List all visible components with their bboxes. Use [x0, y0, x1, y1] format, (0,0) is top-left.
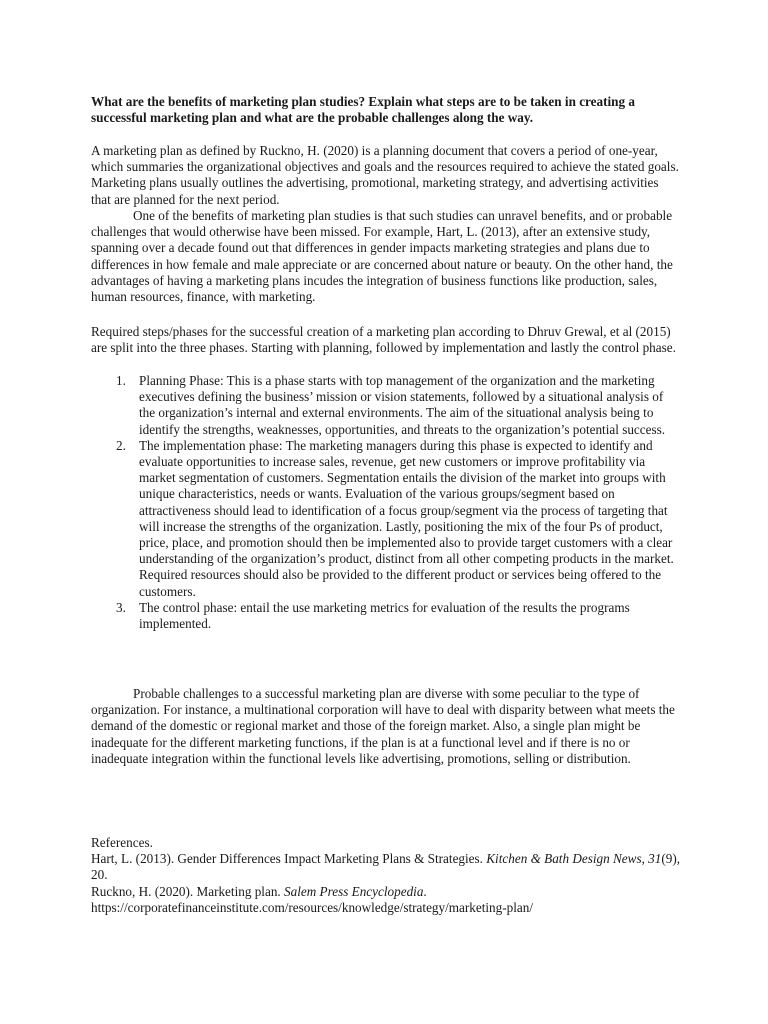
list-item-text: Planning Phase: This is a phase starts with top management of the organization and the marketing executives defining the business’ mission or vision statements, followed by a situational analysis of the organization’s internal and external environments. The aim of the situational analysis being to identify the strengths, weaknesses, opportunities, and threats to the organization’s potential success.: [139, 373, 666, 437]
list-item-number: 3.: [116, 599, 126, 615]
reference-text: Ruckno, H. (2020). Marketing plan.: [91, 883, 285, 899]
reference-end: .: [423, 883, 427, 899]
list-item: [91, 600, 681, 632]
paragraph-benefits: One of the benefits of marketing plan studies is that such studies can unravel benefits, and or probable challenges that would otherwise have been missed. For example, Hart, L. (2013), after an extensive study, spanning over a decade found out that differences in gender impacts marketing strategies and plans due to differences in how female and male appreciate or are concerned about nature or beauty. On the other hand, the advantages of having a marketing plans incudes the integration of business functions like production, sales, human resources, finance, with marketing.: [91, 208, 673, 305]
reference-separator: ,: [641, 851, 649, 867]
reference-pages: (9), 20.: [91, 851, 681, 883]
list-item-text: The implementation phase: The marketing managers during this phase is expected to identify and evaluate opportunities to increase sales, revenue, get new customers or improve profitability via market segmentation of customers. Segmentation entails the division of the market into groups with unique characteristics, needs or wants. Evaluation of the various groups/segment based on attractiveness should lead to identification of a focus group/segment via the process of targeting that will increase the strengths of the organization. Lastly, positioning the mix of the four Ps of product, price, place, and promotion should then be implemented also to provide target customers with a clear understanding of the organization’s product, distinct from all other competing products in the market. Required resources should also be provided to the different product or services being offered to the customers.: [139, 437, 674, 599]
list-item-text: The control phase: entail the use marketing metrics for evaluation of the results the programs implemented.: [139, 599, 630, 632]
paragraph-steps-intro: Required steps/phases for the successful creation of a marketing plan according to Dhruv Grewal, et al (2015) are split into the three phases. Starting with planning, followed by implementation and lastly the control phase.: [91, 324, 676, 356]
reference-text: Hart, L. (2013). Gender Differences Impact Marketing Plans & Strategies.: [91, 851, 487, 867]
paragraph-definition: A marketing plan as defined by Ruckno, H. (2020) is a planning document that covers a period of one-year, which summaries the organizational objectives and goals and the resources required to achieve the stated goals. Marketing plans usually outlines the advertising, promotional, marketing strategy, and advertising activities that are planned for the next period.: [91, 143, 679, 207]
reference-source: Salem Press Encyclopedia: [284, 883, 424, 899]
question-heading: What are the benefits of marketing plan studies? Explain what steps are to be taken in creating a successful marketing plan and what are the probable challenges along the way.: [91, 94, 635, 126]
reference-entry-ruckno: [91, 884, 681, 900]
list-item: [91, 438, 681, 600]
reference-volume: 31: [648, 851, 662, 867]
steps-list: [91, 373, 681, 632]
reference-url: https://corporatefinanceinstitute.com/resources/knowledge/strategy/marketing-plan/: [91, 899, 534, 915]
reference-entry-hart: [91, 851, 681, 883]
references-heading: References.: [91, 835, 153, 850]
list-item: [91, 373, 681, 438]
paragraph-challenges: Probable challenges to a successful marketing plan are diverse with some peculiar to the type of organization. For instance, a multinational corporation will have to deal with disparity between what meets the demand of the domestic or regional market and those of the foreign market. Also, a single plan might be inadequate for the different marketing functions, if the plan is at a functional level and if there is no or inadequate integration within the functional levels like advertising, promotions, selling or distribution.: [91, 686, 675, 766]
list-item-number: 1.: [116, 373, 126, 388]
references-section: [91, 835, 681, 916]
reference-journal: Kitchen & Bath Design News: [486, 851, 642, 867]
list-item-number: 2.: [116, 437, 126, 453]
